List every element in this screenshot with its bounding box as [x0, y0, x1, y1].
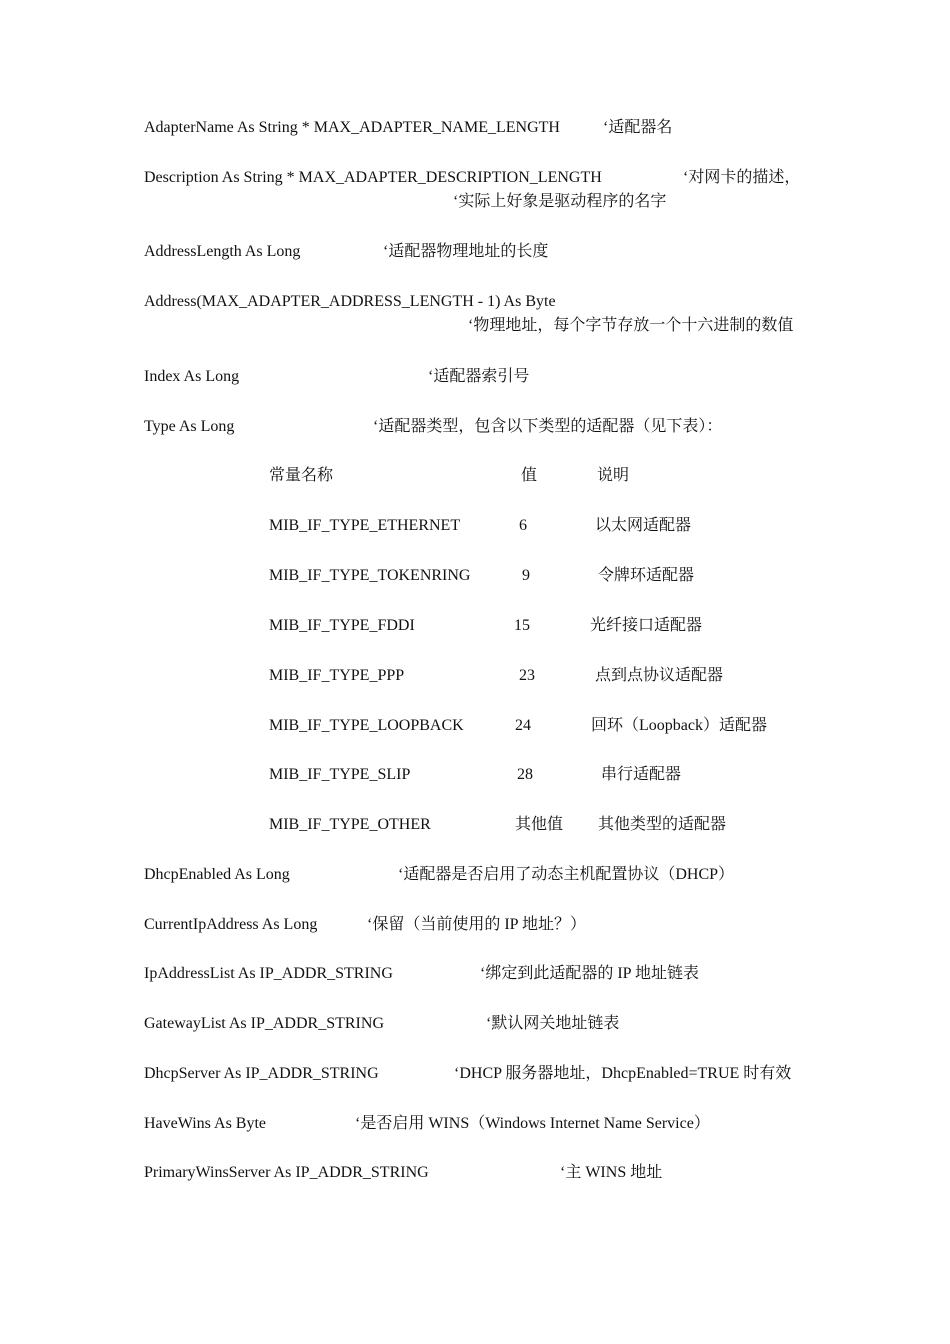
field-comment-havewins: ‘是否启用 WINS（Windows Internet Name Service） — [355, 1115, 710, 1132]
field-comment-description-cont: ‘实际上好象是驱动程序的名字 — [453, 193, 667, 210]
field-comment-currentipaddress: ‘保留（当前使用的 IP 地址？） — [367, 916, 586, 933]
field-comment-dhcpenabled: ‘适配器是否启用了动态主机配置协议（DHCP） — [398, 866, 735, 883]
type-table-cell-value: 28 — [517, 766, 533, 783]
field-comment-description: ‘对网卡的描述， — [683, 169, 801, 186]
type-table-header-name: 常量名称 — [269, 467, 334, 484]
type-table-cell-name: MIB_IF_TYPE_TOKENRING — [269, 567, 471, 584]
field-decl-dhcpenabled: DhcpEnabled As Long — [144, 866, 290, 883]
type-table-cell-name: MIB_IF_TYPE_OTHER — [269, 816, 431, 833]
type-table-cell-desc: 点到点协议适配器 — [595, 667, 724, 684]
type-table-cell-value: 23 — [519, 667, 535, 684]
type-table-cell-desc: 回环（Loopback）适配器 — [591, 717, 767, 734]
field-decl-gatewaylist: GatewayList As IP_ADDR_STRING — [144, 1015, 384, 1032]
field-decl-primarywinsserver: PrimaryWinsServer As IP_ADDR_STRING — [144, 1164, 429, 1181]
type-table-cell-name: MIB_IF_TYPE_PPP — [269, 667, 405, 684]
field-comment-index: ‘适配器索引号 — [428, 368, 530, 385]
field-comment-adaptername: ‘适配器名 — [603, 119, 673, 136]
type-table-header-value: 值 — [521, 467, 538, 484]
field-decl-addresslength: AddressLength As Long — [144, 243, 301, 260]
field-decl-index: Index As Long — [144, 368, 240, 385]
type-table-cell-desc: 串行适配器 — [601, 766, 682, 783]
type-table-cell-name: MIB_IF_TYPE_FDDI — [269, 617, 415, 634]
type-table-cell-value: 9 — [522, 567, 530, 584]
type-table-header-desc: 说明 — [597, 467, 630, 484]
field-decl-currentipaddress: CurrentIpAddress As Long — [144, 916, 318, 933]
type-table-cell-desc: 其他类型的适配器 — [598, 816, 727, 833]
type-table-cell-name: MIB_IF_TYPE_LOOPBACK — [269, 717, 464, 734]
type-table-cell-desc: 光纤接口适配器 — [590, 617, 703, 634]
type-table-cell-name: MIB_IF_TYPE_SLIP — [269, 766, 411, 783]
field-decl-dhcpserver: DhcpServer As IP_ADDR_STRING — [144, 1065, 379, 1082]
field-comment-address: ‘物理地址，每个字节存放一个十六进制的数值 — [468, 317, 794, 334]
field-comment-primarywinsserver: ‘主 WINS 地址 — [560, 1164, 663, 1181]
type-table-cell-desc: 令牌环适配器 — [598, 567, 695, 584]
type-table-cell-value: 15 — [514, 617, 530, 634]
type-table-cell-name: MIB_IF_TYPE_ETHERNET — [269, 517, 461, 534]
type-table-cell-value: 6 — [519, 517, 527, 534]
type-table-cell-value: 其他值 — [515, 816, 564, 833]
field-decl-havewins: HaveWins As Byte — [144, 1115, 267, 1132]
field-decl-ipaddresslist: IpAddressList As IP_ADDR_STRING — [144, 965, 393, 982]
type-table-cell-value: 24 — [515, 717, 531, 734]
field-comment-type: ‘适配器类型，包含以下类型的适配器（见下表）： — [373, 418, 723, 435]
field-comment-addresslength: ‘适配器物理地址的长度 — [383, 243, 549, 260]
type-table-cell-desc: 以太网适配器 — [595, 517, 692, 534]
field-comment-ipaddresslist: ‘绑定到此适配器的 IP 地址链表 — [480, 965, 699, 982]
field-comment-gatewaylist: ‘默认网关地址链表 — [486, 1015, 620, 1032]
field-decl-description: Description As String * MAX_ADAPTER_DESCRIPTION_LENGTH — [144, 169, 602, 186]
field-decl-type: Type As Long — [144, 418, 235, 435]
field-decl-adaptername: AdapterName As String * MAX_ADAPTER_NAME_LENGTH — [144, 119, 560, 136]
field-decl-address: Address(MAX_ADAPTER_ADDRESS_LENGTH - 1) As Byte — [144, 293, 556, 310]
field-comment-dhcpserver: ‘DHCP 服务器地址，DhcpEnabled=TRUE 时有效 — [454, 1065, 792, 1082]
